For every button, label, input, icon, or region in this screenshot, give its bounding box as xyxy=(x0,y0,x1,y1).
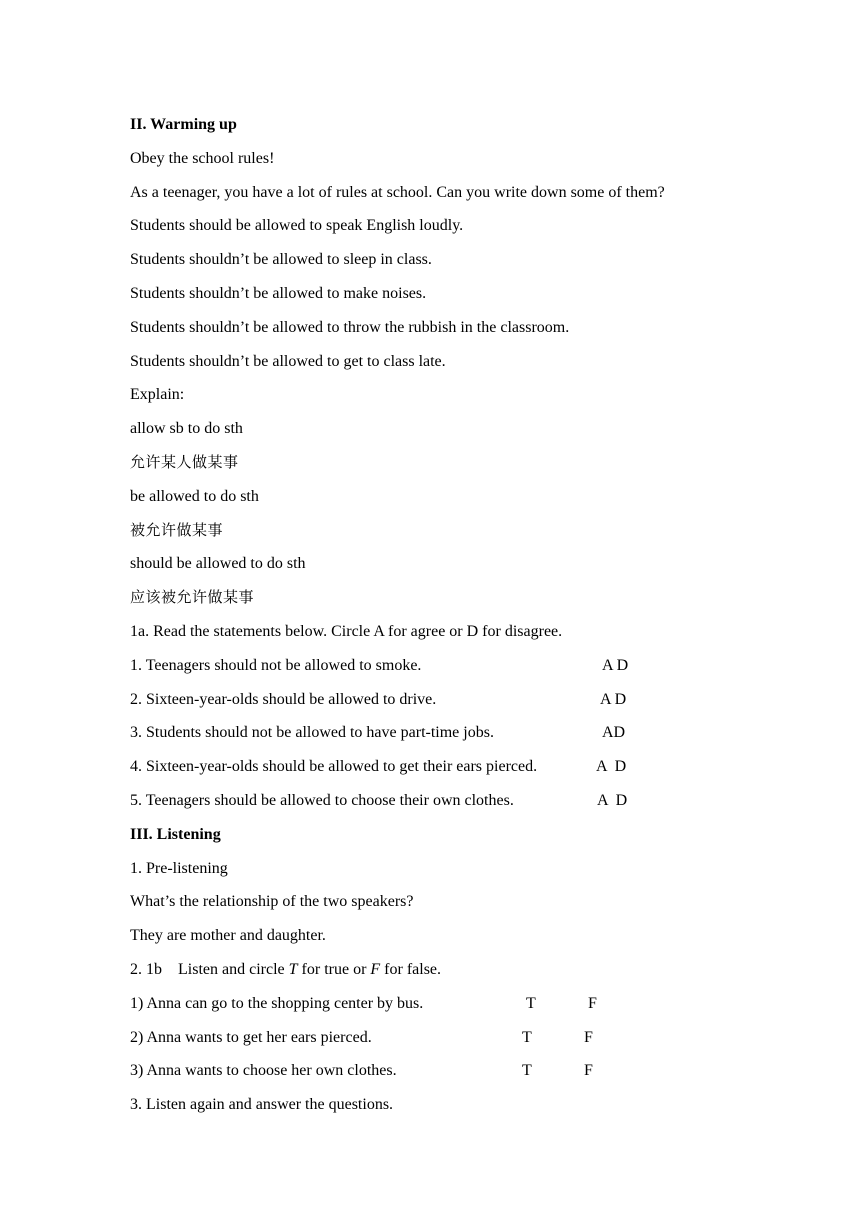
statement-item xyxy=(130,649,750,683)
rule-line: Students shouldn’t be allowed to throw the rubbish in the classroom. xyxy=(130,318,570,336)
task-1b-false-letter: F xyxy=(370,960,381,978)
pre-listening-question: What’s the relationship of the two speakers? xyxy=(130,893,414,911)
statement-item xyxy=(130,716,750,750)
true-option[interactable]: T xyxy=(522,1062,532,1080)
pre-listening-answer: They are mother and daughter. xyxy=(130,927,326,945)
task-1b-instruction xyxy=(130,953,750,987)
true-option[interactable]: T xyxy=(522,1028,532,1046)
explain-phrase-zh: 应该被允许做某事 xyxy=(130,588,255,607)
false-option[interactable]: F xyxy=(588,994,597,1012)
pre-listening-label: 1. Pre-listening xyxy=(130,859,228,877)
explain-phrase-zh: 允许某人做某事 xyxy=(130,452,239,471)
rule-line: Students shouldn’t be allowed to sleep in class. xyxy=(130,251,432,269)
agree-disagree-choice[interactable]: A D xyxy=(596,758,627,776)
warming-question: As a teenager, you have a lot of rules at school. Can you write down some of them? xyxy=(130,183,665,201)
task-1b-mid: for true or xyxy=(297,960,371,978)
agree-disagree-choice[interactable]: A D xyxy=(602,656,629,674)
true-false-item xyxy=(130,1021,750,1055)
statement-text: 4. Sixteen-year-olds should be allowed to get their ears pierced. xyxy=(130,758,538,776)
task-1b-true-letter: T xyxy=(288,960,298,978)
task-1b-suffix: for false. xyxy=(380,960,442,978)
statement-item xyxy=(130,683,750,717)
statement-text: 5. Teenagers should be allowed to choose their own clothes. xyxy=(130,791,514,809)
section-heading-warming-up: II. Warming up xyxy=(130,116,237,133)
true-false-statement: 3) Anna wants to choose her own clothes. xyxy=(130,1062,397,1080)
true-false-item xyxy=(130,1054,750,1088)
agree-disagree-choice[interactable]: AD xyxy=(602,724,626,742)
true-option[interactable]: T xyxy=(526,994,536,1012)
explain-phrase-en: allow sb to do sth xyxy=(130,420,243,438)
false-option[interactable]: F xyxy=(584,1028,593,1046)
statement-item xyxy=(130,784,750,818)
exercise-1a-instruction: 1a. Read the statements below. Circle A for agree or D for disagree. xyxy=(130,622,563,640)
false-option[interactable]: F xyxy=(584,1062,593,1080)
statement-text: 3. Students should not be allowed to have part-time jobs. xyxy=(130,724,494,742)
explain-phrase-zh: 被允许做某事 xyxy=(130,520,224,539)
task-1b-prefix: 2. 1b Listen and circle xyxy=(130,960,289,978)
true-false-item xyxy=(130,987,750,1021)
explain-phrase-en: should be allowed to do sth xyxy=(130,555,306,573)
true-false-statement: 2) Anna wants to get her ears pierced. xyxy=(130,1028,372,1046)
agree-disagree-choice[interactable]: A D xyxy=(597,791,628,809)
rule-line: Students should be allowed to speak English loudly. xyxy=(130,217,464,235)
agree-disagree-choice[interactable]: A D xyxy=(600,690,627,708)
statement-text: 2. Sixteen-year-olds should be allowed to drive. xyxy=(130,690,437,708)
explain-phrase-en: be allowed to do sth xyxy=(130,487,259,505)
listen-again-instruction: 3. Listen again and answer the questions. xyxy=(130,1096,394,1114)
section-heading-listening: III. Listening xyxy=(130,825,221,843)
rule-line: Students shouldn’t be allowed to make noises. xyxy=(130,284,427,302)
warming-intro: Obey the school rules! xyxy=(130,149,275,167)
statement-item xyxy=(130,750,750,784)
statement-text: 1. Teenagers should not be allowed to smoke. xyxy=(130,656,422,674)
document-page xyxy=(130,108,750,1122)
explain-label: Explain: xyxy=(130,386,185,404)
rule-line: Students shouldn’t be allowed to get to class late. xyxy=(130,352,446,370)
true-false-statement: 1) Anna can go to the shopping center by bus. xyxy=(130,994,424,1012)
